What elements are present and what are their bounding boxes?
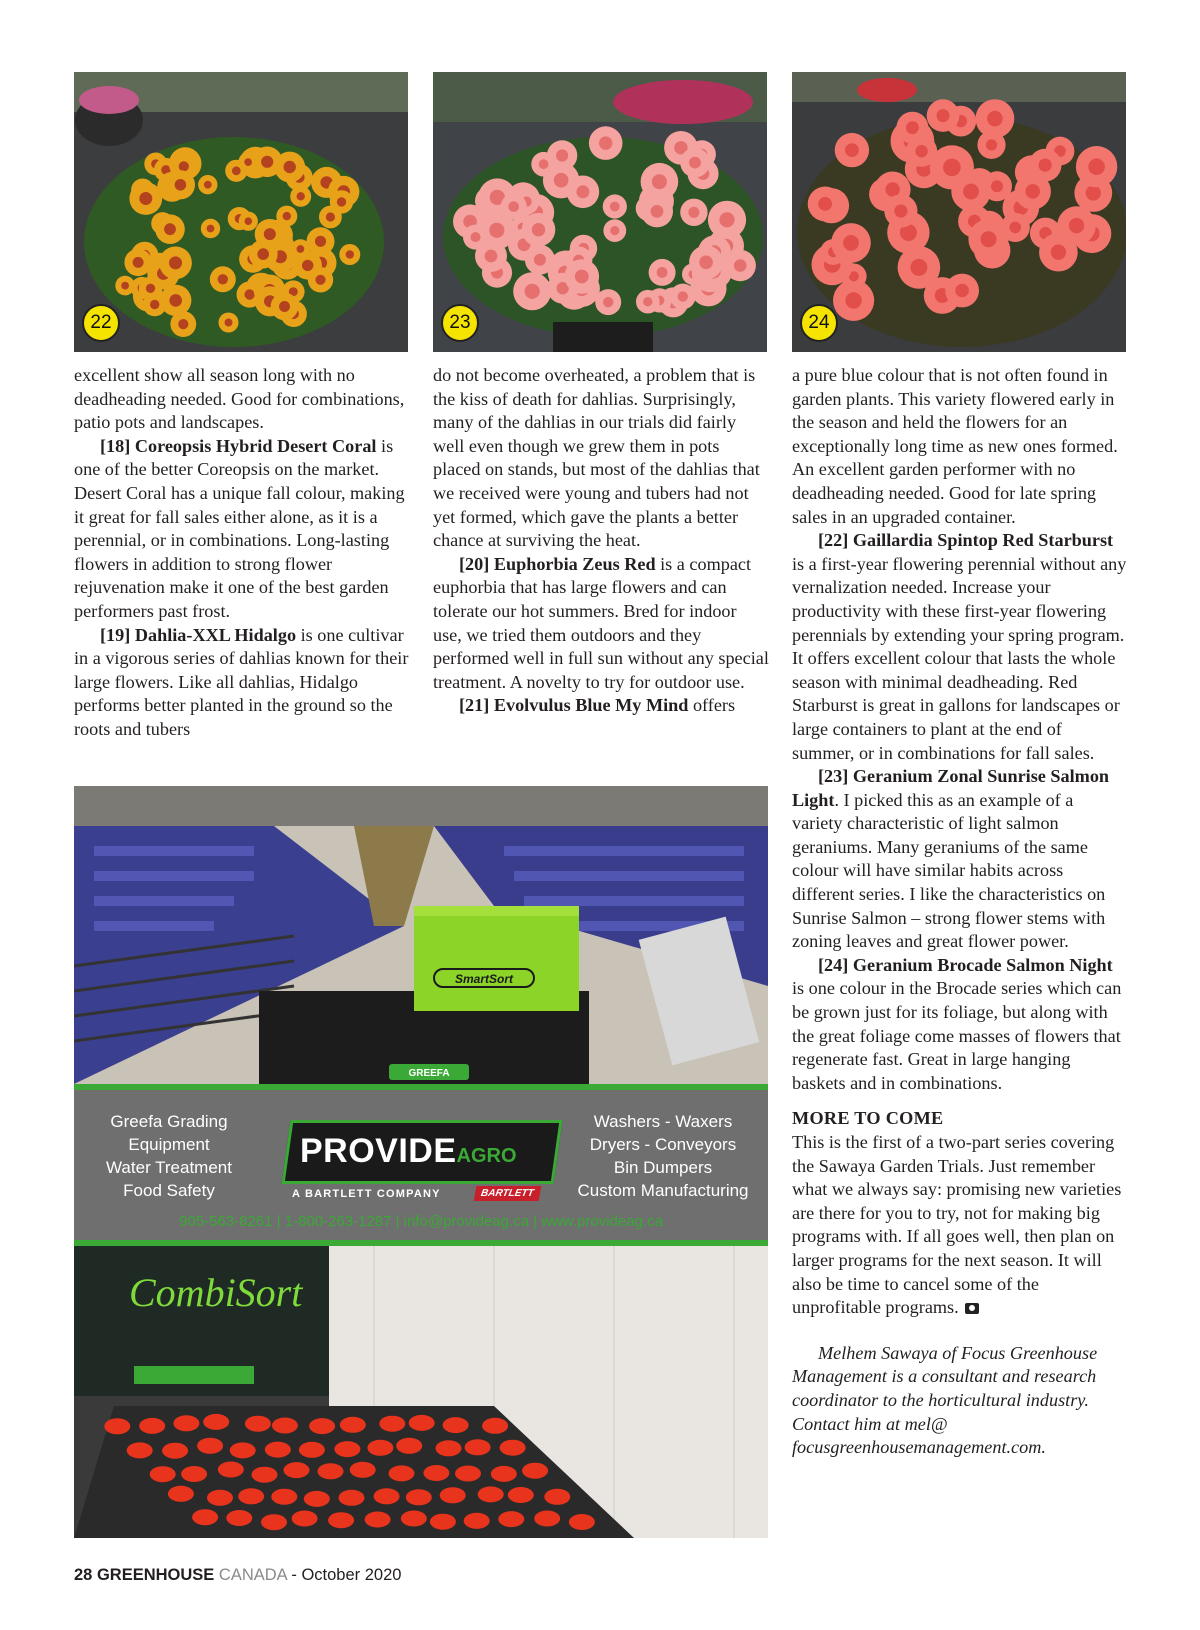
flower-center	[245, 217, 253, 225]
flower-center	[139, 192, 152, 205]
flower-center	[150, 300, 159, 309]
pepper	[389, 1465, 415, 1481]
page-number: 28	[74, 1566, 93, 1584]
smartsort-label: SmartSort	[454, 972, 514, 986]
pepper	[491, 1466, 517, 1482]
flower-center	[525, 284, 540, 299]
variety-name: [18] Coreopsis Hybrid Desert Coral	[100, 435, 377, 456]
flower-center	[576, 185, 589, 198]
paragraph: [20] Euphorbia Zeus Red is a compact euphorbia that has large flowers and can tolerate our hot summers. Bred for indoor use, we tried them outdoors and they performed well in full sun without any special treatment. A novelty to try for outdoor use.	[433, 553, 769, 692]
pepper	[406, 1489, 432, 1505]
flower-center	[337, 197, 346, 206]
issue-date: - October 2020	[291, 1566, 402, 1584]
flower-center	[485, 250, 498, 263]
flower-center	[178, 319, 188, 329]
pepper	[534, 1511, 560, 1527]
flower-center	[987, 111, 1003, 127]
pepper	[309, 1418, 335, 1434]
flower-center	[734, 259, 747, 272]
pepper	[482, 1418, 508, 1434]
flower-center	[554, 173, 569, 188]
article-column-2	[433, 364, 769, 718]
pepper	[150, 1466, 176, 1482]
pepper	[498, 1511, 524, 1527]
flower-center	[986, 139, 997, 150]
pepper	[203, 1414, 229, 1430]
flower-center	[169, 256, 182, 269]
flower-center	[963, 184, 979, 200]
flower-center	[885, 182, 899, 196]
pepper	[464, 1513, 490, 1529]
flower-center	[207, 225, 215, 233]
flower-center	[508, 201, 519, 212]
paragraph: excellent show all season long with no deadheading needed. Good for combinations, patio pots and landscapes.	[74, 365, 405, 433]
pepper	[430, 1514, 456, 1530]
pepper	[252, 1467, 278, 1483]
pepper	[365, 1512, 391, 1528]
author-bio: Melhem Sawaya of Focus Greenhouse Management is a consultant and research coordinator to the horticultural industry. Contact him at mel@ focusgreenhousemanagement.com.	[792, 1342, 1098, 1458]
flower-center	[164, 223, 176, 235]
flower-center	[326, 212, 335, 221]
pepper	[127, 1442, 153, 1458]
flower-center	[179, 161, 189, 171]
bartlett-badge: BARTLETT	[474, 1186, 541, 1201]
pepper	[440, 1487, 466, 1503]
pepper	[339, 1490, 365, 1506]
combisort-label: CombiSort	[129, 1270, 303, 1315]
flower-center	[225, 319, 233, 327]
pepper	[104, 1418, 130, 1434]
article-column-3	[792, 364, 1128, 1460]
flower-center	[1010, 222, 1022, 234]
variety-name: [21] Evolvulus Blue My Mind	[459, 695, 689, 716]
flower-center	[297, 192, 305, 200]
flower-center	[146, 284, 155, 293]
pepper	[238, 1488, 264, 1504]
paragraph: [23] Geranium Zonal Sunrise Salmon Light. I picked this as an example of a variety characteristic of light salmon geraniums. Many geraniums of the same colour will have similar habits across different series. I like the characteristics on Sunrise Salmon – strong flower stems with zoning leaves and great flower power.	[792, 766, 1110, 952]
pepper	[374, 1488, 400, 1504]
pepper	[396, 1438, 422, 1454]
flower-center	[279, 301, 290, 312]
pepper	[168, 1486, 194, 1502]
pepper	[500, 1440, 526, 1456]
pepper	[379, 1416, 405, 1432]
flower-center	[315, 236, 326, 247]
paragraph: do not become overheated, a problem that is the kiss of death for dahlias. Surprisingly, many of the dahlias in our trials did fairly well even though we grew them in pots placed on stands, but most of the dahlias that we received were young and tubers had not yet formed, which gave the plants a better chance at surviving the heat.	[433, 365, 760, 551]
flower-center	[689, 157, 701, 169]
pepper	[544, 1489, 570, 1505]
flower-center	[981, 231, 997, 247]
pepper	[569, 1514, 595, 1530]
flower-center	[845, 292, 861, 308]
variety-name: [22] Gaillardia Spintop Red Starburst	[818, 530, 1114, 551]
pepper	[299, 1442, 325, 1458]
paragraph: [19] Dahlia-XXL Hidalgo is one cultivar in a vigorous series of dahlias known for their large flowers. Like all dahlias, Hidalgo performs better planted in the ground so the roots and tubers	[74, 624, 409, 739]
flower-center	[175, 179, 187, 191]
flower-center	[699, 256, 713, 270]
paragraph: [21] Evolvulus Blue My Mind offers	[459, 695, 736, 716]
pepper	[271, 1489, 297, 1505]
pepper	[367, 1440, 393, 1456]
pepper	[261, 1514, 287, 1530]
flower-center	[599, 136, 612, 149]
flower-center	[471, 232, 481, 242]
flower-center	[261, 156, 273, 168]
flower-center	[906, 121, 919, 134]
flower-center	[218, 274, 228, 284]
ad-contact-info[interactable]: 905-563-8261 | 1-800-263-1287 | info@provideag.ca | www.provideag.ca	[179, 1213, 663, 1230]
flower-center	[532, 223, 545, 236]
smartsort-machine-photo	[74, 786, 768, 1084]
section-subhead: MORE TO COME	[792, 1108, 944, 1129]
flower-center	[283, 212, 291, 220]
pepper	[340, 1417, 366, 1433]
pepper	[478, 1486, 504, 1502]
pepper	[265, 1442, 291, 1458]
flower-center	[657, 267, 668, 278]
photo-23-image	[433, 72, 767, 352]
flower-center	[556, 149, 568, 161]
pepper	[508, 1487, 534, 1503]
greefa-label: GREEFA	[408, 1068, 450, 1079]
advertisement[interactable]	[74, 786, 768, 1538]
pepper	[522, 1463, 548, 1479]
pepper	[197, 1438, 223, 1454]
pepper	[455, 1466, 481, 1482]
flower-center	[1086, 185, 1101, 200]
flower-center	[678, 291, 688, 301]
flower-center	[652, 174, 667, 189]
combisort-machine-photo	[74, 1246, 768, 1538]
flower-center	[1025, 184, 1040, 199]
photo-22	[74, 72, 408, 352]
pepper	[465, 1439, 491, 1455]
flower-center	[1088, 158, 1105, 175]
pepper	[401, 1511, 427, 1527]
paragraph: [18] Coreopsis Hybrid Desert Coral is one of the better Coreopsis on the market. Desert Coral has a unique fall colour, making it great for fall sales either alone, as it is a perennial, or in combinations. Long-lasting flowers in addition to strong flower rejuvenation make it one of the best garden performers past frost.	[74, 435, 405, 621]
flower-center	[264, 228, 276, 240]
variety-name: [24] Geranium Brocade Salmon Night	[818, 954, 1113, 975]
pepper	[334, 1441, 360, 1457]
pepper	[226, 1510, 252, 1526]
flower-center	[284, 161, 296, 173]
flower-center	[818, 197, 832, 211]
flower-center	[719, 212, 734, 227]
photo-number-badge: 24	[800, 304, 838, 342]
pepper	[245, 1416, 271, 1432]
pepper	[443, 1417, 469, 1433]
pepper	[328, 1512, 354, 1528]
pepper	[192, 1509, 218, 1525]
pepper	[218, 1462, 244, 1478]
pepper	[436, 1440, 462, 1456]
pepper	[318, 1463, 344, 1479]
flower-center	[603, 297, 613, 307]
services-list-left: Greefa Grading Equipment Water Treatment Food Safety	[106, 1112, 232, 1200]
flower-center	[943, 159, 961, 177]
flower-center	[204, 181, 212, 189]
flower-center	[910, 259, 927, 276]
paragraph: [22] Gaillardia Spintop Red Starburst is a first-year flowering perennial without any vernalization needed. Increase your productivity with these first-year flowering perennials by extending your spring program. It offers excellent colour that lasts the whole season with minimal deadheading. Red Starburst is great in gallons for landscapes or large containers to plant at the end of summer, or in combinations for fall sales.	[792, 530, 1127, 763]
flower-center	[1039, 159, 1052, 172]
flower-center	[937, 109, 950, 122]
provide-agro-logo[interactable]: PROVIDEAGRO A BARTLETT COMPANY BARTLETT	[286, 1120, 558, 1208]
variety-name: [20] Euphorbia Zeus Red	[459, 553, 656, 574]
flower-center	[1051, 245, 1066, 260]
flower-center	[991, 180, 1003, 192]
pepper	[207, 1490, 233, 1506]
flower-center	[297, 245, 305, 253]
flower-center	[610, 226, 619, 235]
flower-center	[575, 270, 589, 284]
flower-center	[1069, 218, 1084, 233]
pepper	[139, 1418, 165, 1434]
flower-center	[845, 143, 859, 157]
flower-center	[843, 235, 859, 251]
article-column-1	[74, 364, 410, 742]
pepper	[304, 1491, 330, 1507]
page-footer	[74, 1566, 401, 1585]
variety-name: [23] Geranium Zonal Sunrise Salmon Light	[792, 766, 1110, 810]
pepper	[292, 1511, 318, 1527]
paragraph: This is the first of a two-part series covering the Sawaya Garden Trials. Just remember what we always say: promising new varieties are there for you to try, not for making big programs with. If all goes well, then plan on larger programs for the next season. It will also be time to cancel some of the unprofitable programs.	[792, 1132, 1122, 1318]
photo-23	[433, 72, 767, 352]
flower-center	[346, 250, 354, 258]
flower-center	[121, 282, 129, 290]
flower-center	[610, 202, 620, 212]
flower-center	[539, 159, 549, 169]
magazine-name-suffix: CANADA	[218, 1566, 287, 1584]
end-of-article-icon	[965, 1303, 979, 1314]
flower-center	[643, 297, 652, 306]
pepper	[409, 1415, 435, 1431]
magazine-name: GREENHOUSE	[96, 1566, 215, 1584]
photo-22-image	[74, 72, 408, 352]
photo-number-badge: 22	[82, 304, 120, 342]
flower-center	[257, 248, 269, 260]
photo-24	[792, 72, 1126, 352]
pepper	[423, 1465, 449, 1481]
flower-center	[315, 275, 325, 285]
pepper	[284, 1462, 310, 1478]
ad-info-band	[74, 1084, 768, 1246]
flower-center	[133, 257, 144, 268]
variety-name: [19] Dahlia-XXL Hidalgo	[100, 624, 297, 645]
pepper	[350, 1462, 376, 1478]
flower-center	[489, 223, 504, 238]
flower-center	[651, 205, 664, 218]
flower-center	[244, 289, 254, 299]
pepper	[173, 1415, 199, 1431]
flower-center	[688, 207, 699, 218]
flower-center	[955, 284, 969, 298]
pepper	[181, 1466, 207, 1482]
pepper	[230, 1442, 256, 1458]
pepper	[162, 1443, 188, 1459]
services-list-right: Washers - Waxers Dryers - Conveyors Bin Dumpers Custom Manufacturing	[577, 1112, 749, 1200]
flower-center	[915, 145, 927, 157]
photo-number-badge: 23	[441, 304, 479, 342]
paragraph: a pure blue colour that is not often found in garden plants. This variety flowered early in the season and held the flowers for an exceptionally long time as new ones formed. An excellent garden performer with no deadheading needed. Good for late spring sales in an upgraded container.	[792, 365, 1118, 527]
flower-center	[232, 166, 241, 175]
flower-center	[894, 204, 907, 217]
photo-24-image	[792, 72, 1126, 352]
flower-center	[169, 294, 182, 307]
flower-center	[302, 260, 313, 271]
pepper	[272, 1418, 298, 1434]
paragraph: [24] Geranium Brocade Salmon Night is one colour in the Brocade series which can be grown just for its foliage, but along with the great foliage come masses of flowers that regenerate fast. Great in large hanging baskets and in combinations.	[792, 954, 1122, 1093]
